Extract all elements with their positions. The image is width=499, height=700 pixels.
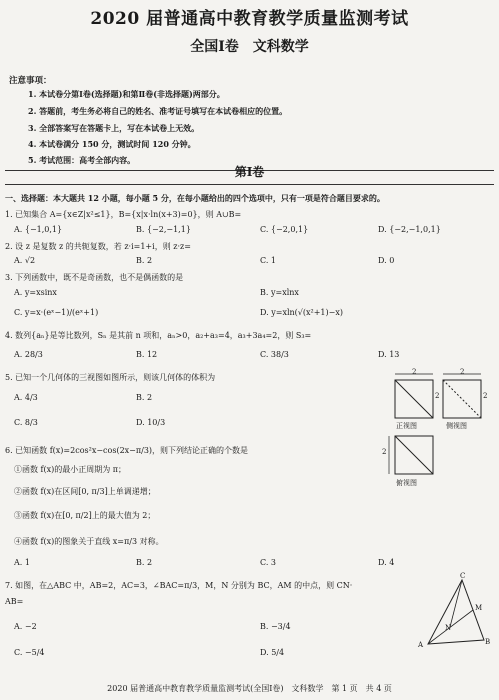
triangle-figure	[420, 572, 495, 650]
top-view-diagonal	[395, 436, 433, 474]
notice-item: 1. 本试卷分第Ⅰ卷(选择题)和第Ⅱ卷(非选择题)两部分。	[28, 89, 225, 99]
question-stem: 1. 已知集合 A={x∈Z|x²≤1}，B={x|x·ln(x+3)=0}，则 A∪B=	[5, 210, 242, 219]
option: C. −5/4	[14, 648, 45, 657]
option: C. 3	[260, 558, 277, 567]
question-stem: 3. 下列函数中，既不是奇函数，也不是偶函数的是	[5, 273, 184, 282]
dimension-label: 2	[412, 368, 417, 376]
question-stem: 6. 已知函数 f(x)=2cos²x−cos(2x−π/3)，则下列结论正确的个数是	[5, 446, 249, 455]
option: A. −2	[14, 622, 37, 631]
vertex-label-b: B	[485, 638, 491, 646]
question-stem: 7. 如图，在△ABC 中，AB=2，AC=3，∠BAC=π/3，M，N 分别为 BC，AM 的中点，则 CN·	[5, 581, 353, 590]
dimension-label: 2	[382, 448, 387, 456]
option: B. −3/4	[260, 622, 291, 631]
divider	[5, 184, 494, 185]
option: B. 2	[136, 256, 153, 265]
notice-item: 2. 答题前，考生务必将自己的姓名、准考证号填写在本试卷相应的位置。	[28, 106, 288, 116]
volume-heading: 第Ⅰ卷	[234, 165, 265, 179]
option: B. 2	[136, 558, 153, 567]
side-view-hidden-edge	[443, 380, 481, 418]
option: A. 28/3	[14, 350, 43, 359]
option: A. √2	[14, 256, 36, 265]
dimension-label: 2	[483, 392, 488, 400]
option: D. 13	[378, 350, 400, 359]
option: A. {−1,0,1}	[14, 225, 63, 234]
notice-heading: 注意事项：	[9, 76, 52, 86]
option: D. 10/3	[136, 418, 166, 427]
vertex-label-c: C	[460, 572, 466, 580]
option: C. 8/3	[14, 418, 38, 427]
option: C. y=x·(eˣ−1)/(eˣ+1)	[14, 308, 99, 317]
option: D. 4	[378, 558, 395, 567]
exam-subtitle: 全国Ⅰ卷 文科数学	[190, 39, 309, 55]
question-stem: 5. 已知一个几何体的三视图如图所示，则该几何体的体积为	[5, 373, 216, 382]
option: D. y=xln(√(x²+1)−x)	[260, 308, 343, 317]
notice-item: 4. 本试卷满分 150 分，测试时间 120 分钟。	[28, 139, 196, 149]
option: D. 5/4	[260, 648, 285, 657]
option: B. {−2,−1,1}	[136, 225, 191, 234]
triangle-abc	[428, 580, 484, 644]
option: C. 1	[260, 256, 277, 265]
front-view-diagonal	[395, 380, 433, 418]
notice-item: 5. 考试范围：高考全部内容。	[28, 155, 136, 165]
dimension-label: 2	[460, 368, 465, 376]
vertex-label-a: A	[418, 641, 424, 649]
statement: ①函数 f(x)的最小正周期为 π；	[14, 465, 127, 474]
dimension-label: 2	[435, 392, 440, 400]
front-view-label: 正视图	[396, 422, 417, 430]
option: D. 0	[378, 256, 395, 265]
option: C. {−2,0,1}	[260, 225, 309, 234]
top-view-label: 俯视图	[396, 479, 417, 487]
question-stem-cont: AB=	[5, 597, 24, 606]
exam-title: 2020 届普通高中教育教学质量监测考试	[90, 9, 409, 29]
page-footer: 2020 届普通高中教育教学质量监测考试(全国Ⅰ卷) 文科数学 第 1 页 共 4 页	[107, 684, 392, 693]
statement: ③函数 f(x)在[0, π/2]上的最大值为 2；	[14, 511, 156, 520]
option: B. 2	[136, 393, 153, 402]
question-stem: 2. 设 z 是复数 z 的共轭复数，若 z·i=1+i，则 z·z=	[5, 242, 191, 251]
point-label-m: M	[475, 604, 483, 612]
option: A. y=xsinx	[14, 288, 57, 297]
statement: ④函数 f(x)的图象关于直线 x=π/3 对称。	[14, 537, 164, 546]
option: B. y=xlnx	[260, 288, 299, 297]
option: D. {−2,−1,0,1}	[378, 225, 441, 234]
statement: ②函数 f(x)在区间[0, π/3]上单调递增；	[14, 487, 156, 496]
option: B. 12	[136, 350, 158, 359]
question-stem: 4. 数列{aₙ}是等比数列，Sₙ 是其前 n 项和，aₙ>0，a₂+a₃=4，a₃+3a₄=2，则 S₃=	[5, 331, 312, 340]
notice-item: 3. 全部答案写在答题卡上，写在本试卷上无效。	[28, 123, 200, 133]
option: C. 38/3	[260, 350, 289, 359]
side-view-label: 侧视图	[446, 422, 467, 430]
option: A. 4/3	[14, 393, 38, 402]
section-instructions: 一、选择题：本大题共 12 小题，每小题 5 分，在每小题给出的四个选项中，只有一项是符合题目要求的。	[5, 193, 385, 203]
point-label-n: N	[445, 624, 452, 632]
option: A. 1	[14, 558, 30, 567]
